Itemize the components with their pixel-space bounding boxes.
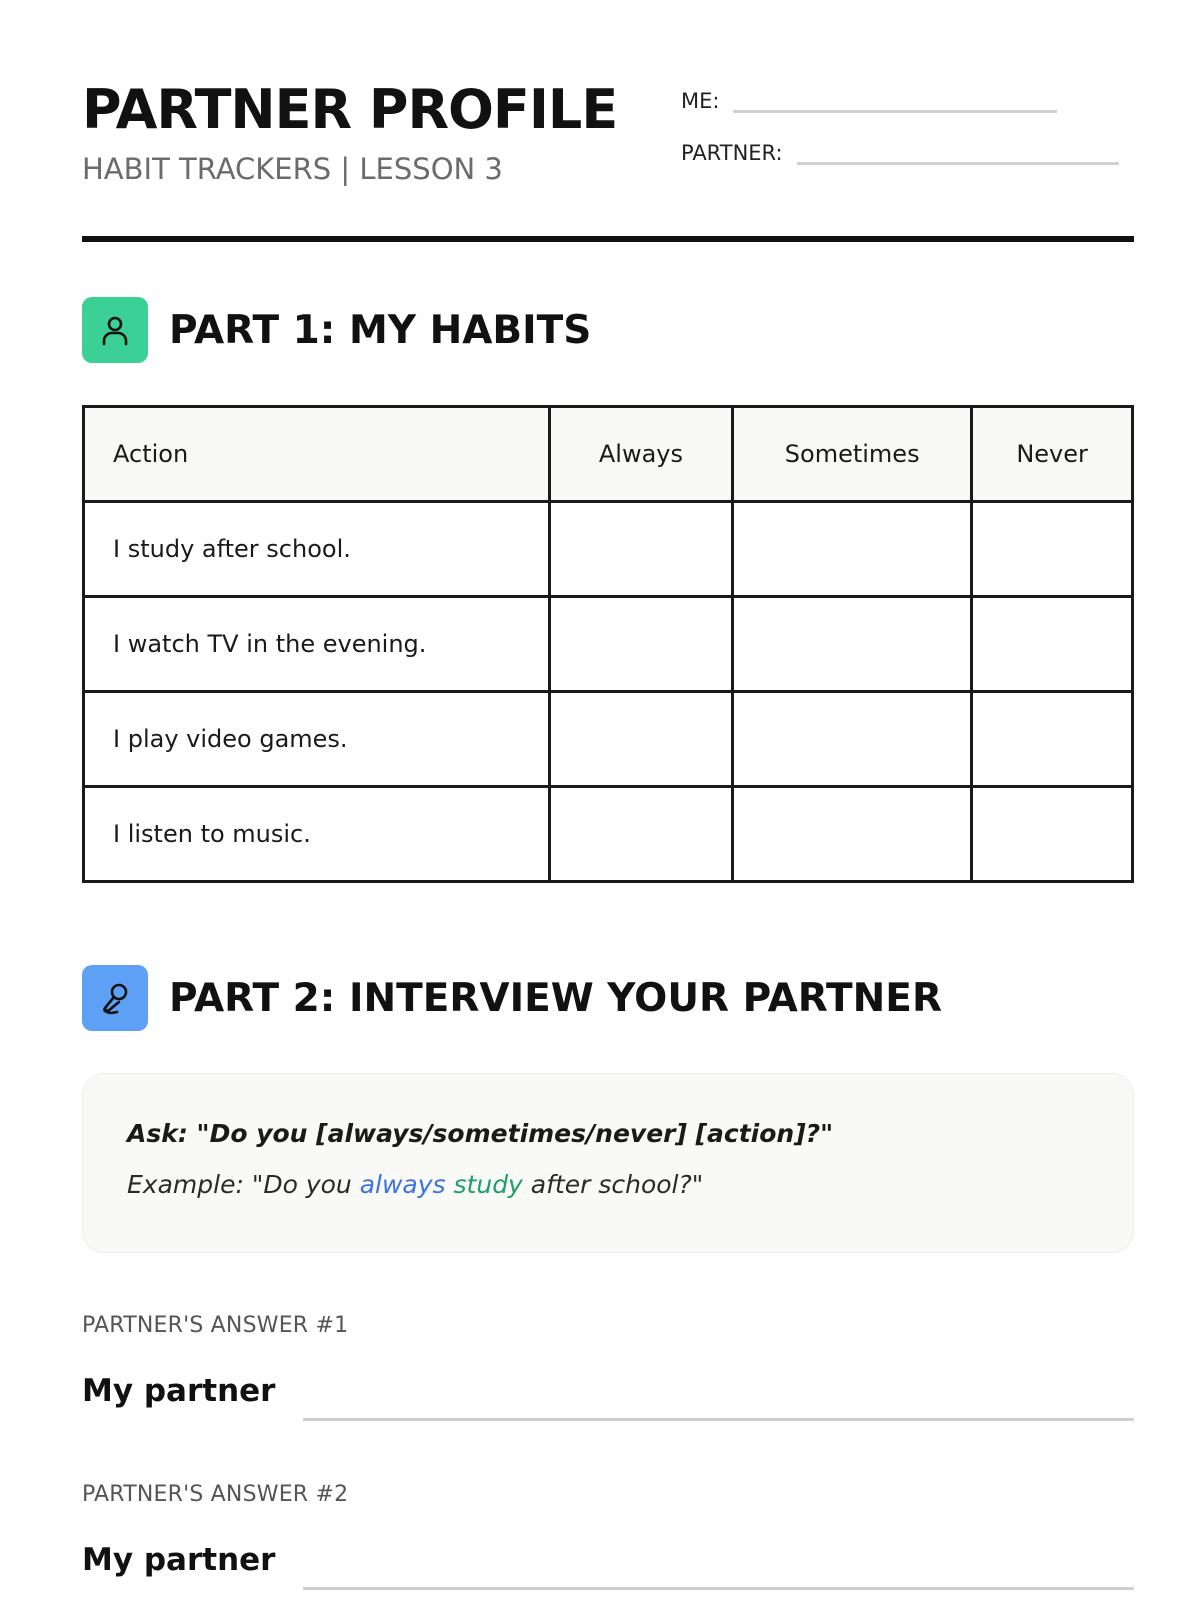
sometimes-checkbox-cell[interactable] <box>733 692 972 787</box>
never-checkbox-cell[interactable] <box>972 597 1133 692</box>
partner-name-row <box>681 140 1119 165</box>
header-always: Always <box>549 407 732 502</box>
always-checkbox-cell[interactable] <box>549 787 732 882</box>
answer-1-field[interactable] <box>303 1384 1134 1421</box>
table-row <box>84 597 1133 692</box>
answer-2-label: PARTNER'S ANSWER #2 <box>82 1482 349 1507</box>
answer-2-stem: My partner <box>82 1542 276 1578</box>
part1-title: PART 1: MY HABITS <box>169 307 592 353</box>
answer-1-label: PARTNER'S ANSWER #1 <box>82 1313 349 1338</box>
action-cell: I watch TV in the evening. <box>84 597 550 692</box>
action-cell: I study after school. <box>84 502 550 597</box>
me-name-field[interactable] <box>733 88 1057 113</box>
worksheet-page <box>82 0 1134 1600</box>
always-checkbox-cell[interactable] <box>549 692 732 787</box>
sometimes-checkbox-cell[interactable] <box>733 787 972 882</box>
never-checkbox-cell[interactable] <box>972 692 1133 787</box>
header-never: Never <box>972 407 1133 502</box>
always-checkbox-cell[interactable] <box>549 597 732 692</box>
action-cell: I listen to music. <box>84 787 550 882</box>
never-checkbox-cell[interactable] <box>972 787 1133 882</box>
action-cell: I play video games. <box>84 692 550 787</box>
answer-1-stem: My partner <box>82 1373 276 1409</box>
page-title: PARTNER PROFILE <box>82 78 618 141</box>
example-suffix: after school?" <box>522 1170 704 1199</box>
sometimes-checkbox-cell[interactable] <box>733 597 972 692</box>
microphone-icon <box>82 965 148 1031</box>
sometimes-checkbox-cell[interactable] <box>733 502 972 597</box>
person-icon <box>82 297 148 363</box>
never-checkbox-cell[interactable] <box>972 502 1133 597</box>
table-row <box>84 692 1133 787</box>
header-sometimes: Sometimes <box>733 407 972 502</box>
ask-prompt: Ask: "Do you [always/sometimes/never] [action]?" <box>127 1119 834 1148</box>
answer-2-field[interactable] <box>303 1553 1134 1590</box>
part1-heading <box>82 297 591 363</box>
partner-name-field[interactable] <box>797 140 1119 165</box>
habits-table <box>82 405 1134 883</box>
answer-1-row <box>82 1373 1134 1409</box>
part2-title: PART 2: INTERVIEW YOUR PARTNER <box>169 975 942 1021</box>
instruction-box <box>82 1073 1134 1253</box>
always-checkbox-cell[interactable] <box>549 502 732 597</box>
part2-heading <box>82 965 942 1031</box>
table-row <box>84 502 1133 597</box>
me-label: ME: <box>681 89 720 113</box>
header-divider <box>82 236 1134 242</box>
example-keyword-frequency: always <box>359 1170 446 1199</box>
me-name-row <box>681 88 1057 113</box>
partner-label: PARTNER: <box>681 141 783 165</box>
header-action: Action <box>84 407 550 502</box>
example-keyword-action: study <box>453 1170 523 1199</box>
page-subtitle: HABIT TRACKERS | LESSON 3 <box>82 152 503 186</box>
example-prefix: Example: "Do you <box>127 1170 360 1199</box>
table-row <box>84 787 1133 882</box>
table-header-row <box>84 407 1133 502</box>
answer-2-row <box>82 1542 1134 1578</box>
example-sentence <box>127 1170 1089 1199</box>
